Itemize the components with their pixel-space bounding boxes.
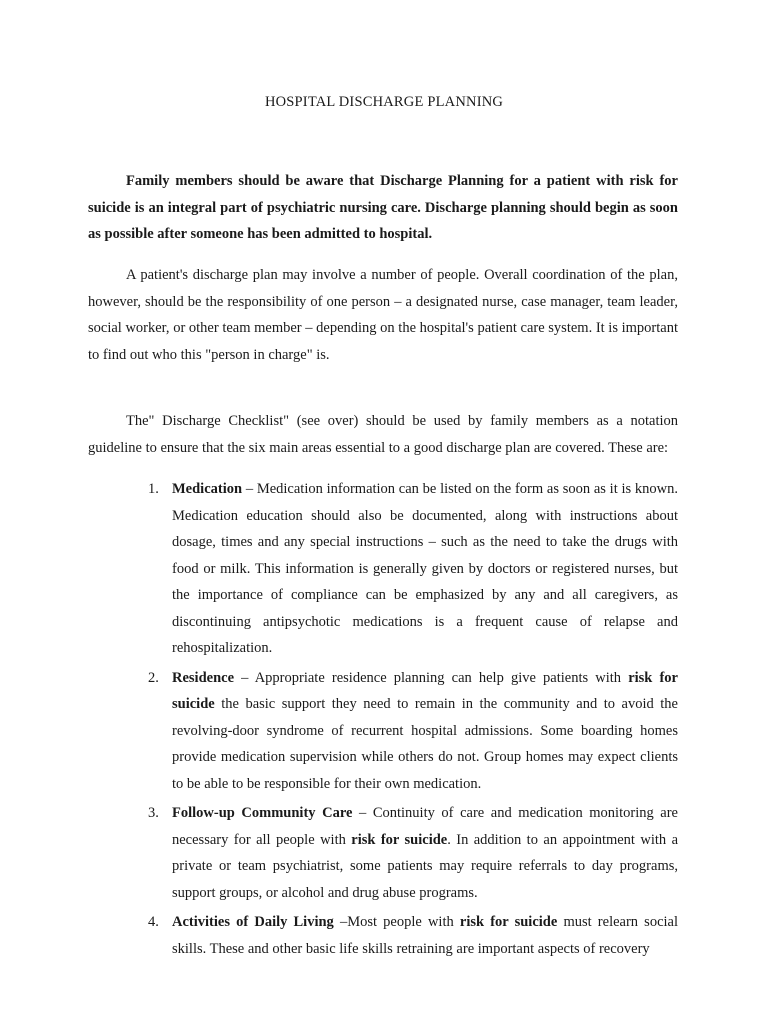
- list-item-follow-up-care: [136, 800, 678, 906]
- checklist-paragraph: The" Discharge Checklist" (see over) should be used by family members as a notation guideline to ensure that the six main areas essential to a good discharge plan are covered. These are:: [88, 413, 678, 456]
- list-item-text: –Most people with: [333, 914, 460, 930]
- discharge-areas-list: [136, 476, 678, 965]
- list-item-number: 4.: [148, 914, 159, 930]
- list-item-text: the basic support they need to remain in the community and to avoid the revolving-door syndrome of recurrent hospital admissions. Some boarding homes provide medication supervision while others do not. Group homes may expect clients to be able to be responsible for their own medication.: [172, 696, 678, 792]
- list-item-emphasis: risk for suicide: [351, 831, 448, 848]
- list-item-emphasis: risk for suicide: [172, 669, 678, 712]
- intro-paragraph: Family members should be aware that Discharge Planning for a patient with risk for suicide is an integral part of psychiatric nursing care. Discharge planning should begin as soon as possible after someone has been admitted to hospital.: [88, 173, 678, 242]
- coordination-paragraph: A patient's discharge plan may involve a number of people. Overall coordination of the plan, however, should be the responsibility of one person – a designated nurse, case manager, team leader, social worker, or other team member – depending on the hospital's patient care system. It is important to find out who this "person in charge" is.: [88, 267, 678, 363]
- list-item-number: 2.: [148, 669, 159, 686]
- list-item-heading: Residence: [172, 669, 235, 686]
- list-item-heading: Activities of Daily Living: [172, 914, 334, 930]
- list-item-daily-living: [136, 909, 678, 962]
- list-item-heading: Medication: [172, 481, 243, 497]
- document-title: HOSPITAL DISCHARGE PLANNING: [264, 94, 504, 110]
- list-item-number: 3.: [148, 805, 159, 821]
- list-item-emphasis: risk for suicide: [459, 914, 558, 930]
- list-item-medication: [136, 476, 678, 662]
- list-item-number: 1.: [148, 481, 159, 497]
- list-item-residence: [136, 665, 678, 798]
- list-item-text: . In addition to an appointment with a private or team psychiatrist, some patients may require referrals to day programs, support groups, or alcohol and drug abuse programs.: [172, 831, 679, 901]
- list-item-heading: Follow-up Community Care: [172, 805, 353, 821]
- list-item-text: – Medication information can be listed on the form as soon as it is known. Medication education should also be documented, along with instructions about dosage, times and any special instructions – such as the need to take the drugs with food or milk. This information is generally given by doctors or registered nurses, but the importance of compliance can be emphasized by any and all caregivers, as discontinuing antipsychotic medications is a frequent cause of relapse and rehospitalization.: [172, 481, 678, 656]
- list-item-text: – Continuity of care and medication monitoring are necessary for all people with: [172, 805, 678, 848]
- list-item-text: – Appropriate residence planning can help give patients with: [234, 669, 629, 686]
- list-item-text: must relearn social skills. These and other basic life skills retraining are important aspects of recovery: [172, 914, 679, 957]
